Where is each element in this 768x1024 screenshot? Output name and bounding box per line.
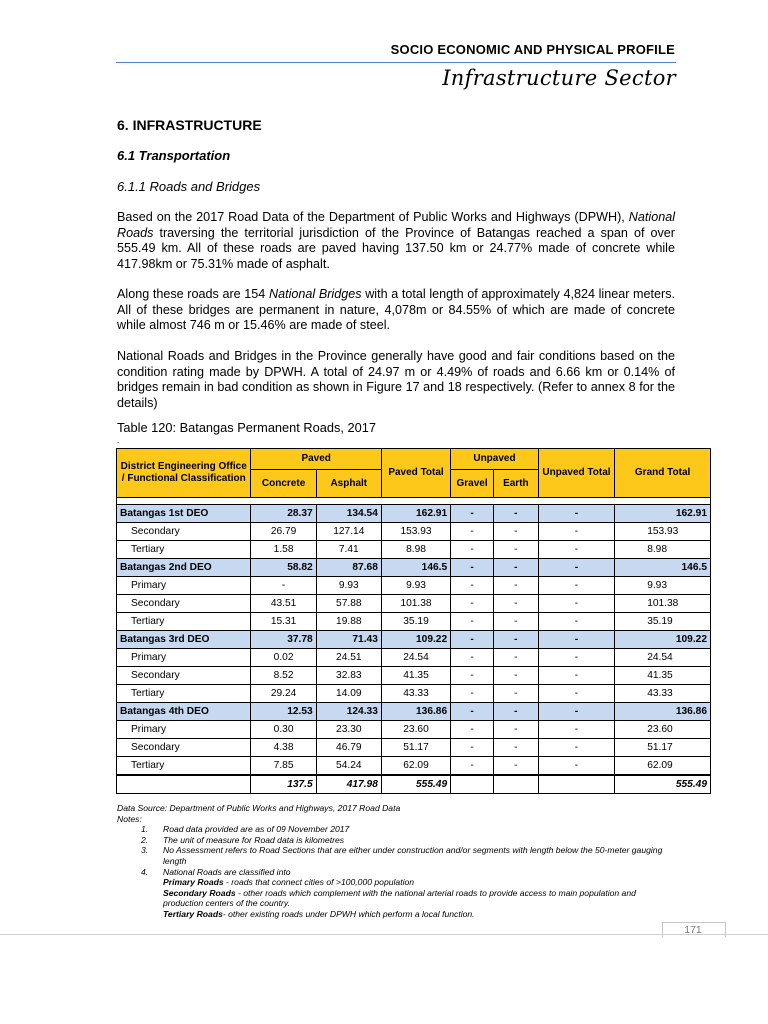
table-cell: 4.38	[251, 739, 316, 757]
table-row-deo	[117, 559, 711, 577]
row-label: Secondary	[117, 739, 251, 757]
table-cell: -	[538, 505, 614, 523]
table-row	[117, 595, 711, 613]
paragraph-text: with a total length of approximately 4,824 linear meters. All of these bridges are permanent in nature, 4,078m or 84.55% of which are made of concrete while almost 746 m or 15.46% are made of steel.	[117, 287, 676, 333]
paragraph-bridges	[117, 287, 675, 334]
table-cell: -	[493, 739, 538, 757]
table-cell: -	[493, 631, 538, 649]
table-row	[117, 739, 711, 757]
table-cell: -	[493, 595, 538, 613]
table-cell: -	[493, 757, 538, 776]
table-cell	[493, 775, 538, 794]
header-asphalt: Asphalt	[316, 470, 381, 498]
table-cell: -	[451, 613, 494, 631]
definition-secondary	[117, 888, 677, 909]
table-cell: 43.51	[251, 595, 316, 613]
table-cell	[538, 775, 614, 794]
header-concrete: Concrete	[251, 470, 316, 498]
table-cell: 0.30	[251, 721, 316, 739]
table-cell: 109.22	[381, 631, 450, 649]
table-cell: -	[538, 685, 614, 703]
footer-divider	[0, 934, 768, 935]
table-row-total	[117, 775, 711, 794]
table-cell: 146.5	[615, 559, 711, 577]
table-cell: 46.79	[316, 739, 381, 757]
table-row	[117, 685, 711, 703]
header-district: District Engineering Office / Functional Classification	[117, 449, 251, 498]
table-cell: -	[538, 739, 614, 757]
table-cell: -	[451, 721, 494, 739]
note-text: No Assessment refers to Road Sections that are either under construction and/or segments with length below the 50-meter gauging length	[163, 845, 663, 866]
table-cell: -	[493, 505, 538, 523]
table-row	[117, 649, 711, 667]
table-notes	[117, 803, 677, 920]
row-label: Tertiary	[117, 613, 251, 631]
term-tertiary: Tertiary Roads	[163, 908, 223, 919]
table-cell: 555.49	[381, 775, 450, 794]
header-paved-total: Paved Total	[381, 449, 450, 498]
note-item	[117, 867, 677, 878]
table-cell: 54.24	[316, 757, 381, 776]
table-cell: 24.54	[381, 649, 450, 667]
table-cell: -	[451, 649, 494, 667]
header-paved: Paved	[251, 449, 381, 470]
table-cell: 35.19	[615, 613, 711, 631]
row-label: Primary	[117, 577, 251, 595]
table-cell: -	[538, 613, 614, 631]
note-number: 4.	[141, 866, 149, 877]
table-row-deo	[117, 631, 711, 649]
table-cell: 146.5	[381, 559, 450, 577]
table-cell: -	[493, 685, 538, 703]
table-cell: -	[538, 541, 614, 559]
table-cell: 153.93	[615, 523, 711, 541]
table-row	[117, 577, 711, 595]
table-cell: 1.58	[251, 541, 316, 559]
table-cell: 24.54	[615, 649, 711, 667]
table-cell: -	[493, 613, 538, 631]
term-primary: Primary Roads	[163, 877, 224, 888]
row-label: Batangas 4th DEO	[117, 703, 251, 721]
sector-label: Infrastructure Sector	[442, 66, 676, 90]
table-row	[117, 541, 711, 559]
table-cell: 134.54	[316, 505, 381, 523]
table-cell: 12.53	[251, 703, 316, 721]
table-cell: 26.79	[251, 523, 316, 541]
table-cell: 9.93	[381, 577, 450, 595]
table-cell: -	[538, 595, 614, 613]
table-cell: -	[538, 577, 614, 595]
data-source: Data Source: Department of Public Works and Highways, 2017 Road Data	[117, 803, 401, 813]
paragraph-text: traversing the territorial jurisdiction of the Province of Batangas reached a span of over 555.49 km. All of these roads are paved having 137.50 km or 24.77% made of concrete while 417.98km or 75.31% made of asphalt.	[117, 225, 675, 271]
note-item	[117, 824, 677, 835]
table-cell: 41.35	[381, 667, 450, 685]
table-cell: -	[538, 703, 614, 721]
note-item	[117, 835, 677, 846]
header-gravel: Gravel	[451, 470, 494, 498]
header-unpaved: Unpaved	[451, 449, 539, 470]
table-cell	[451, 775, 494, 794]
table-cell: 8.98	[615, 541, 711, 559]
table-cell: -	[493, 649, 538, 667]
table-cell: 127.14	[316, 523, 381, 541]
notes-list	[117, 824, 677, 877]
note-number: 3.	[141, 845, 149, 856]
row-label: Secondary	[117, 595, 251, 613]
table-cell: -	[451, 667, 494, 685]
emphasis-national-bridges: National Bridges	[268, 287, 362, 301]
table-row-deo	[117, 703, 711, 721]
table-cell: 19.88	[316, 613, 381, 631]
table-cell: 32.83	[316, 667, 381, 685]
table-cell: 51.17	[381, 739, 450, 757]
row-label: Batangas 2nd DEO	[117, 559, 251, 577]
table-cell: 8.52	[251, 667, 316, 685]
table-row	[117, 757, 711, 776]
table-cell: -	[451, 631, 494, 649]
table-cell: 137.5	[251, 775, 316, 794]
table-cell: -	[538, 667, 614, 685]
header-gap-row	[117, 498, 711, 505]
table-row	[117, 613, 711, 631]
table-cell: 71.43	[316, 631, 381, 649]
paragraph-roads	[117, 210, 675, 272]
table-cell: 41.35	[615, 667, 711, 685]
table-cell: -	[493, 559, 538, 577]
table-caption: Table 120: Batangas Permanent Roads, 2017	[117, 420, 376, 435]
row-label	[117, 775, 251, 794]
table-cell: 555.49	[615, 775, 711, 794]
table-cell: -	[493, 721, 538, 739]
table-cell: -	[538, 559, 614, 577]
table-cell: 417.98	[316, 775, 381, 794]
row-label: Tertiary	[117, 757, 251, 776]
table-cell: -	[451, 703, 494, 721]
table-cell: -	[451, 541, 494, 559]
table-cell: 0.02	[251, 649, 316, 667]
table-cell: 37.78	[251, 631, 316, 649]
term-secondary: Secondary Roads	[163, 887, 236, 898]
header-grand-total: Grand Total	[615, 449, 711, 498]
table-cell: -	[451, 739, 494, 757]
note-text: National Roads are classified into	[163, 866, 291, 877]
note-item	[117, 845, 677, 866]
paragraph-text: Along these roads are 154	[117, 287, 266, 301]
paragraph-text: Based on the 2017 Road Data of the Department of Public Works and Highways (DPWH),	[117, 210, 625, 224]
row-label: Primary	[117, 649, 251, 667]
table-cell: 7.85	[251, 757, 316, 776]
document-header-title: SOCIO ECONOMIC AND PHYSICAL PROFILE	[390, 42, 675, 57]
table-cell: -	[538, 649, 614, 667]
table-cell: -	[451, 757, 494, 776]
table-cell: 14.09	[316, 685, 381, 703]
row-label: Primary	[117, 721, 251, 739]
table-cell: 29.24	[251, 685, 316, 703]
table-cell: 62.09	[615, 757, 711, 776]
table-row	[117, 667, 711, 685]
table-cell: 23.60	[381, 721, 450, 739]
table-cell: 7.41	[316, 541, 381, 559]
table-cell: 9.93	[316, 577, 381, 595]
header-earth: Earth	[493, 470, 538, 498]
table-cell: 87.68	[316, 559, 381, 577]
section-heading: 6. INFRASTRUCTURE	[117, 117, 262, 133]
table-cell: 162.91	[381, 505, 450, 523]
definition-text: - other existing roads under DPWH which perform a local function.	[222, 908, 475, 919]
table-cell: 9.93	[615, 577, 711, 595]
row-label: Secondary	[117, 523, 251, 541]
table-cell: 23.60	[615, 721, 711, 739]
row-label: Tertiary	[117, 541, 251, 559]
row-label: Tertiary	[117, 685, 251, 703]
subsubsection-heading: 6.1.1 Roads and Bridges	[117, 179, 261, 194]
table-cell: 8.98	[381, 541, 450, 559]
table-cell: 101.38	[381, 595, 450, 613]
table-cell: 162.91	[615, 505, 711, 523]
table-cell: -	[451, 505, 494, 523]
row-label: Batangas 1st DEO	[117, 505, 251, 523]
page-number: 171	[684, 924, 702, 936]
table-cell: -	[493, 523, 538, 541]
table-cell: 58.82	[251, 559, 316, 577]
note-number: 2.	[141, 834, 149, 845]
table-cell: 28.37	[251, 505, 316, 523]
table-cell: 15.31	[251, 613, 316, 631]
table-cell: -	[538, 631, 614, 649]
table-cell: -	[493, 577, 538, 595]
table-cell: 136.86	[381, 703, 450, 721]
row-label: Batangas 3rd DEO	[117, 631, 251, 649]
definition-text: - other roads which complement with the national arterial roads to provide access to main population and production centers of the country.	[163, 887, 636, 909]
table-cell: 24.51	[316, 649, 381, 667]
table-cell: -	[493, 703, 538, 721]
table-cell: 43.33	[381, 685, 450, 703]
table-cell: 62.09	[381, 757, 450, 776]
table-cell: 35.19	[381, 613, 450, 631]
table-cell: -	[451, 685, 494, 703]
table-cell: -	[538, 757, 614, 776]
definition-tertiary	[117, 909, 677, 920]
table-cell: 109.22	[615, 631, 711, 649]
paragraph-conditions: National Roads and Bridges in the Province generally have good and fair conditions based on the condition rating made by DPWH. A total of 24.97 m or 4.49% of roads and 6.66 km or 0.14% of bridges remain in bad condition as shown in Figure 17 and 18 respectively. (Refer to annex 8 for the details)	[117, 349, 675, 410]
note-number: 1.	[141, 824, 149, 835]
table-row-deo	[117, 505, 711, 523]
table-cell: -	[451, 559, 494, 577]
note-text: Road data provided are as of 09 November 2017	[163, 824, 350, 835]
definition-text: - roads that connect cities of >100,000 population	[223, 877, 415, 888]
header-divider	[116, 62, 676, 63]
row-label: Secondary	[117, 667, 251, 685]
table-row	[117, 523, 711, 541]
header-unpaved-total: Unpaved Total	[538, 449, 614, 498]
definition-primary	[117, 877, 677, 888]
roads-table	[116, 448, 711, 794]
table-cell: 124.33	[316, 703, 381, 721]
table-cell: 23.30	[316, 721, 381, 739]
table-cell: 57.88	[316, 595, 381, 613]
emphasis-national-roads: National Roads	[117, 210, 676, 240]
table-cell: -	[493, 541, 538, 559]
subsection-heading: 6.1 Transportation	[117, 148, 231, 163]
table-cell: -	[538, 721, 614, 739]
table-cell: -	[538, 523, 614, 541]
table-cell: -	[451, 523, 494, 541]
table-cell: 43.33	[615, 685, 711, 703]
table-cell: -	[493, 667, 538, 685]
note-text: The unit of measure for Road data is kilometres	[163, 834, 345, 845]
table-cell: 51.17	[615, 739, 711, 757]
table-cell: 136.86	[615, 703, 711, 721]
table-cell: -	[451, 595, 494, 613]
caption-dot: .	[117, 436, 120, 445]
table-cell: 101.38	[615, 595, 711, 613]
table-cell: -	[451, 577, 494, 595]
notes-label: Notes:	[117, 813, 142, 824]
table-row	[117, 721, 711, 739]
table-cell: 153.93	[381, 523, 450, 541]
table-cell: -	[251, 577, 316, 595]
